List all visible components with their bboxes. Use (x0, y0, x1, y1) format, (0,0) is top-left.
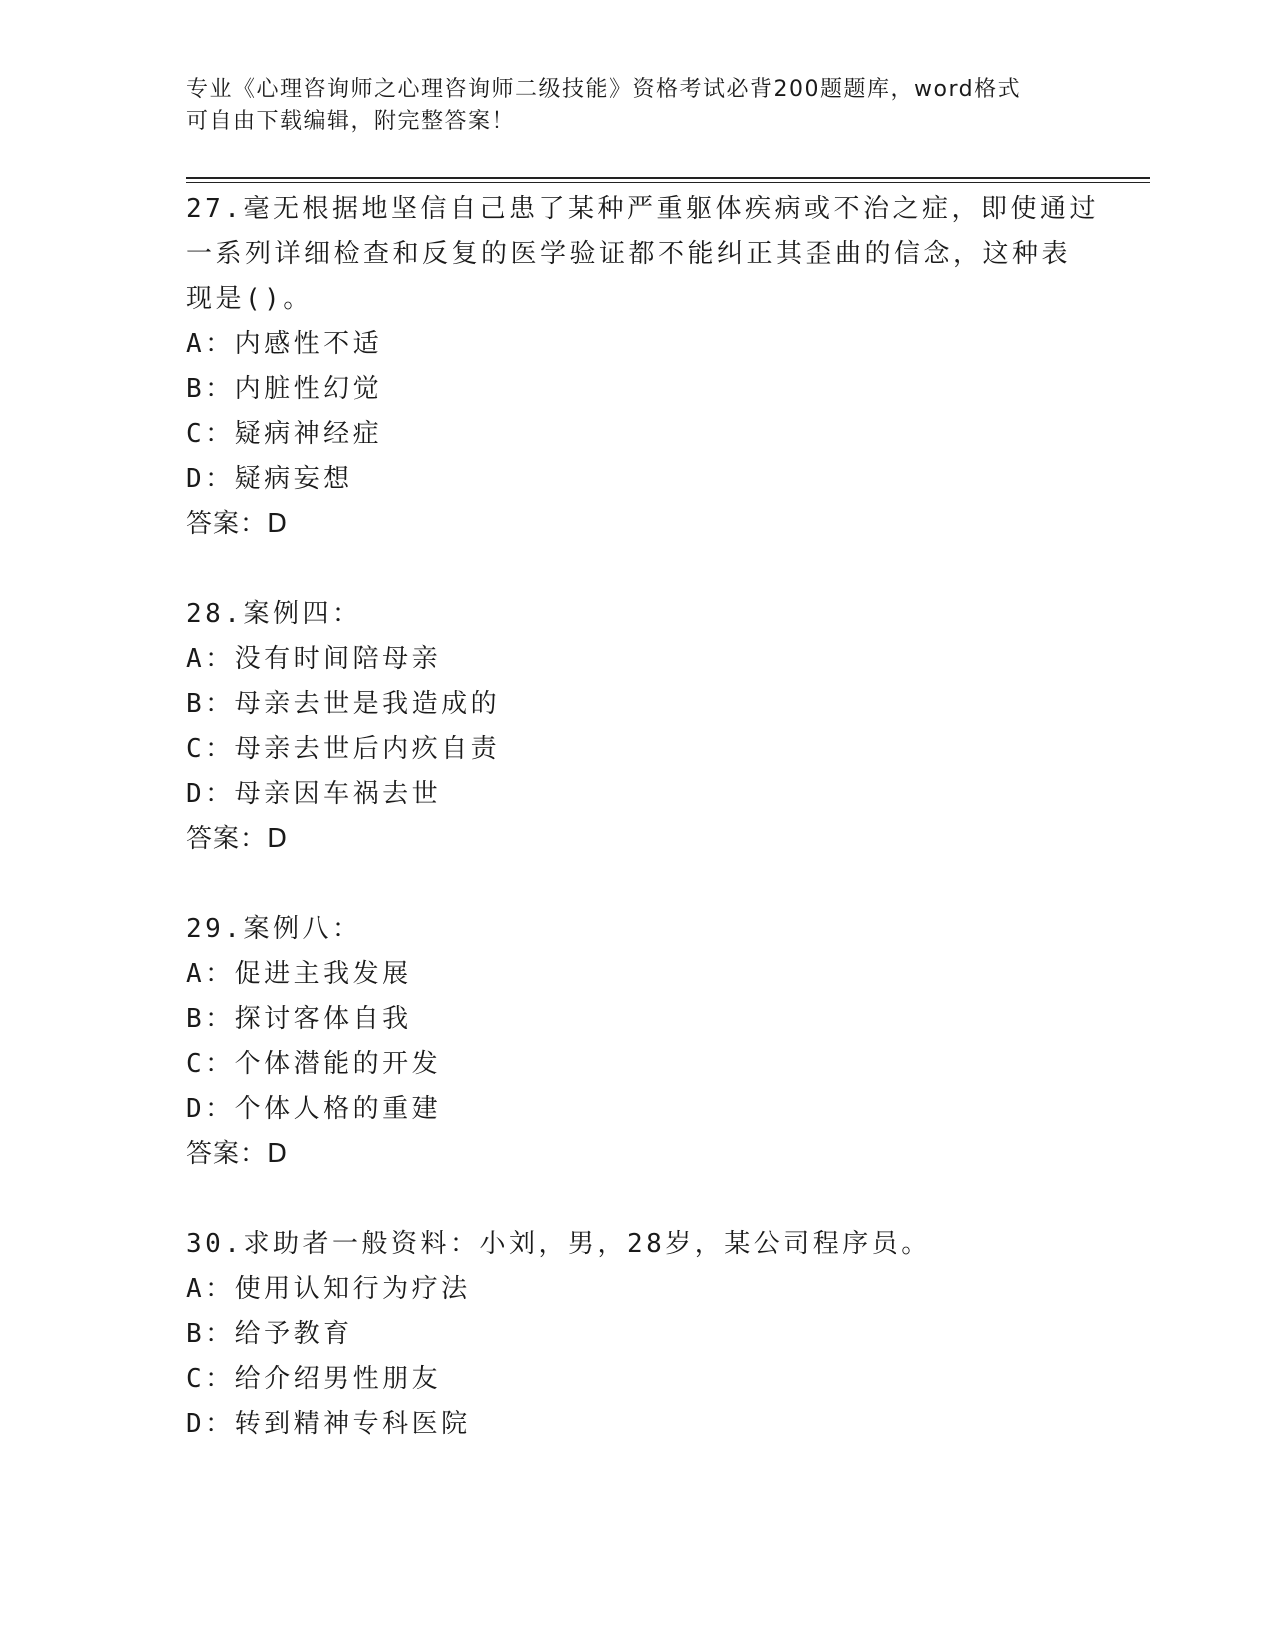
question-text-line: 28.案例四： (186, 599, 362, 629)
option-c: C：疑病神经症 (186, 419, 383, 449)
header-line-1: 专业《心理咨询师之心理咨询师二级技能》资格考试必背200题题库，word格式 (186, 77, 1022, 102)
option-b: B：内脏性幻觉 (186, 374, 383, 404)
option-d: D：疑病妄想 (186, 464, 353, 494)
header-line-2: 可自由下载编辑，附完整答案！ (186, 109, 516, 134)
option-a: A：促进主我发展 (186, 959, 412, 989)
option-c: C：给介绍男性朋友 (186, 1364, 442, 1394)
document-header (186, 74, 1086, 138)
option-b: B：给予教育 (186, 1319, 353, 1349)
blank-line (186, 547, 1086, 592)
option-d: D：个体人格的重建 (186, 1094, 442, 1124)
question-29 (186, 907, 1086, 1222)
option-c: C：个体潜能的开发 (186, 1049, 442, 1079)
option-b: B：母亲去世是我造成的 (186, 689, 501, 719)
question-28 (186, 592, 1086, 907)
option-d: D：转到精神专科医院 (186, 1409, 471, 1439)
option-a: A：使用认知行为疗法 (186, 1274, 471, 1304)
question-text-line: 现是()。 (186, 284, 313, 314)
question-text-line: 27.毫无根据地坚信自己患了某种严重躯体疾病或不治之症，即使通过 (186, 194, 1099, 224)
option-a: A：没有时间陪母亲 (186, 644, 442, 674)
question-30 (186, 1222, 1086, 1447)
option-a: A：内感性不适 (186, 329, 383, 359)
header-rule-thick (186, 177, 1150, 179)
blank-line (186, 1177, 1086, 1222)
option-d: D：母亲因车祸去世 (186, 779, 442, 809)
header-rule-thin (186, 182, 1150, 183)
answer-line: 答案：D (186, 509, 289, 539)
question-text-line: 29.案例八： (186, 914, 362, 944)
blank-line (186, 862, 1086, 907)
answer-line: 答案：D (186, 824, 289, 854)
option-c: C：母亲去世后内疚自责 (186, 734, 501, 764)
option-b: B：探讨客体自我 (186, 1004, 412, 1034)
question-27 (186, 187, 1099, 592)
question-list (186, 187, 1099, 1447)
answer-line: 答案：D (186, 1139, 289, 1169)
question-text-line: 30.求助者一般资料：小刘，男，28岁，某公司程序员。 (186, 1229, 931, 1259)
question-text-line: 一系列详细检查和反复的医学验证都不能纠正其歪曲的信念，这种表 (186, 239, 1072, 269)
